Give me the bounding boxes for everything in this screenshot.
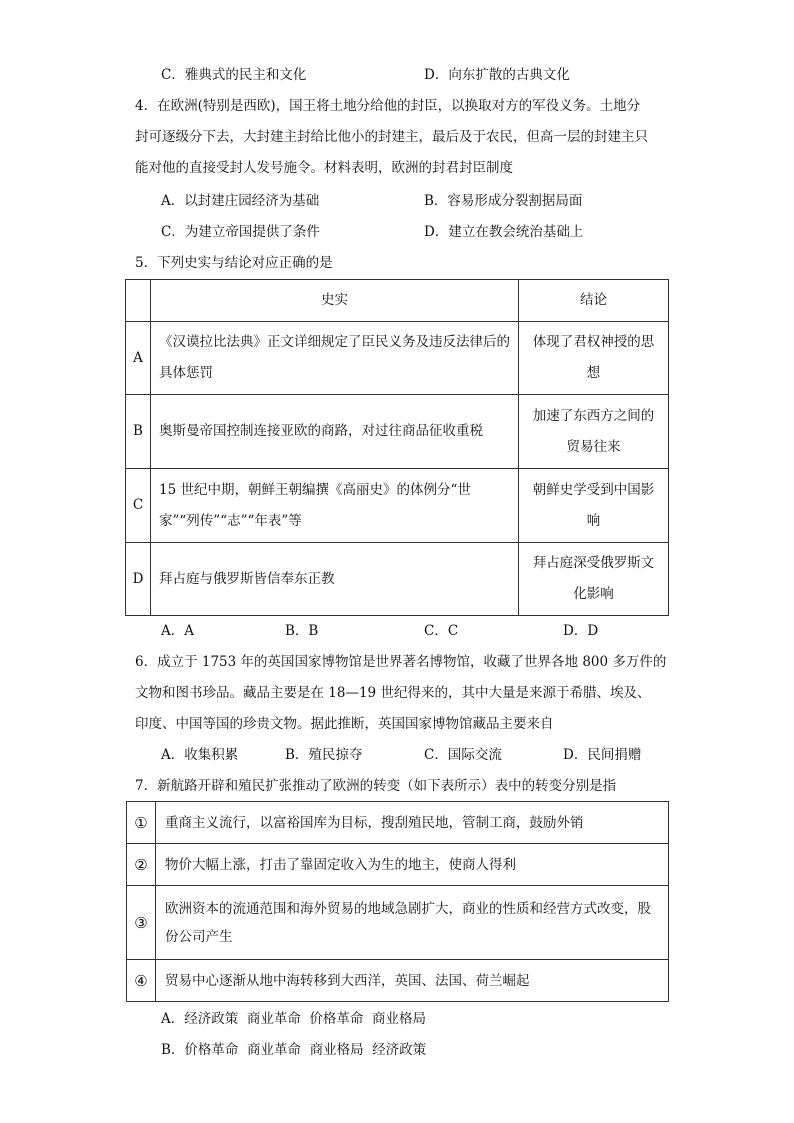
q6-option-b[interactable]: B．殖民掠夺 bbox=[285, 747, 363, 763]
q6-stem-line-3: 印度、中国等国的珍贵文物。据此推断，英国国家博物馆藏品主要来自 bbox=[135, 716, 554, 732]
table-row bbox=[127, 886, 669, 960]
q4-stem-line-1: 4．在欧洲(特别是西欧)，国王将土地分给他的封臣，以换取对方的军役义务。土地分 bbox=[135, 98, 641, 114]
q5-row-fact: 拜占庭与俄罗斯皆信奉东正教 bbox=[151, 543, 519, 616]
q4-stem-line-2: 封可逐级分下去，大封建主封给比他小的封建主，最后及于农民，但高一层的封建主只 bbox=[135, 129, 648, 145]
q3-option-d[interactable]: D．向东扩散的古典文化 bbox=[424, 67, 570, 83]
q4-option-a[interactable]: A．以封建庄园经济为基础 bbox=[161, 193, 320, 209]
table-row bbox=[126, 469, 669, 543]
q5-row-conclusion: 加速了东西方之间的贸易往来 bbox=[519, 395, 669, 469]
q5-row-label: D bbox=[126, 543, 151, 616]
q5-table-header bbox=[126, 280, 669, 322]
q7-row-text: 物价大幅上涨，打击了靠固定收入为生的地主，使商人得利 bbox=[156, 844, 669, 886]
table-row bbox=[126, 322, 669, 395]
q7-table bbox=[126, 801, 669, 1002]
q6-option-a[interactable]: A．收集积累 bbox=[161, 747, 239, 763]
q5-option-d[interactable]: D．D bbox=[563, 623, 599, 639]
q5-header-conclusion: 结论 bbox=[519, 280, 669, 322]
q7-row-number: ③ bbox=[127, 886, 156, 960]
q6-option-c[interactable]: C．国际交流 bbox=[424, 747, 502, 763]
q7-option-a[interactable]: A．经济政策 商业革命 价格革命 商业格局 bbox=[161, 1011, 426, 1027]
q5-row-fact: 15 世纪中期，朝鲜王朝编撰《高丽史》的体例分“世家”“列传”“志”“年表”等 bbox=[151, 469, 519, 543]
q7-row-number: ④ bbox=[127, 960, 156, 1002]
q5-stem: 5．下列史实与结论对应正确的是 bbox=[135, 255, 333, 271]
table-row bbox=[126, 543, 669, 616]
q7-option-b[interactable]: B．价格革命 商业革命 商业格局 经济政策 bbox=[161, 1042, 427, 1058]
q7-row-text: 欧洲资本的流通范围和海外贸易的地域急剧扩大，商业的性质和经营方式改变，股份公司产生 bbox=[156, 886, 669, 960]
table-row bbox=[127, 844, 669, 886]
q6-stem-line-1: 6．成立于 1753 年的英国国家博物馆是世界著名博物馆，收藏了世界各地 800 多万件的 bbox=[135, 654, 667, 670]
q5-row-label: C bbox=[126, 469, 151, 543]
q4-option-b[interactable]: B．容易形成分裂割据局面 bbox=[424, 193, 583, 209]
q5-row-conclusion: 体现了君权神授的思想 bbox=[519, 322, 669, 395]
q5-header-label bbox=[126, 280, 151, 322]
q5-row-conclusion: 朝鲜史学受到中国影响 bbox=[519, 469, 669, 543]
q7-row-text: 贸易中心逐渐从地中海转移到大西洋，英国、法国、荷兰崛起 bbox=[156, 960, 669, 1002]
q5-row-label: B bbox=[126, 395, 151, 469]
q5-row-fact: 《汉谟拉比法典》正文详细规定了臣民义务及违反法律后的具体惩罚 bbox=[151, 322, 519, 395]
q5-option-c[interactable]: C．C bbox=[424, 623, 459, 639]
q5-table bbox=[125, 279, 669, 616]
q6-stem-line-2: 文物和图书珍品。藏品主要是在 18—19 世纪得来的，其中大量是来源于希腊、埃及、 bbox=[135, 685, 651, 701]
table-row bbox=[126, 395, 669, 469]
table-row bbox=[127, 802, 669, 844]
q6-option-d[interactable]: D．民间捐赠 bbox=[563, 747, 642, 763]
q5-row-fact: 奥斯曼帝国控制连接亚欧的商路，对过往商品征收重税 bbox=[151, 395, 519, 469]
q5-option-a[interactable]: A．A bbox=[161, 623, 194, 639]
q7-stem: 7．新航路开辟和殖民扩张推动了欧洲的转变（如下表所示）表中的转变分别是指 bbox=[135, 778, 617, 794]
q4-option-c[interactable]: C．为建立帝国提供了条件 bbox=[161, 224, 320, 240]
q4-option-d[interactable]: D．建立在教会统治基础上 bbox=[424, 224, 584, 240]
q5-option-b[interactable]: B．B bbox=[285, 623, 319, 639]
table-row bbox=[127, 960, 669, 1002]
q4-stem-line-3: 能对他的直接受封人发号施令。材料表明，欧洲的封君封臣制度 bbox=[135, 160, 513, 176]
q7-row-number: ② bbox=[127, 844, 156, 886]
q3-option-c[interactable]: C．雅典式的民主和文化 bbox=[161, 67, 307, 83]
q5-header-fact: 史实 bbox=[151, 280, 519, 322]
q7-row-text: 重商主义流行，以富裕国库为目标，搜刮殖民地，管制工商，鼓励外销 bbox=[156, 802, 669, 844]
q7-row-number: ① bbox=[127, 802, 156, 844]
q5-row-conclusion: 拜占庭深受俄罗斯文化影响 bbox=[519, 543, 669, 616]
q5-row-label: A bbox=[126, 322, 151, 395]
